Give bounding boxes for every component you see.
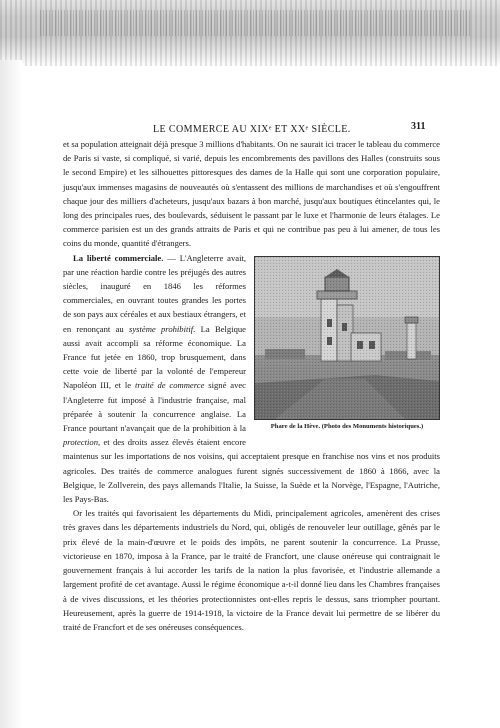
figure-caption: Phare de la Hève. (Photo des Monuments historiques.) [270,422,424,430]
lighthouse-illustration [255,257,439,419]
running-head: LE COMMERCE AU XIXᵉ ET XXᵉ SIÈCLE. [153,124,351,135]
paragraph-1: et sa population atteignait déjà presque 3 millions d'habitants. On ne saurait ici tracer le tableau du commerce de Paris si vaste, si compliqué, si varié, depuis les encombrements des pavillons des Halles (construits sous le second Empire) et les silhouettes pittoresques des dames de la Halle qui sont une corporation populaire, jusqu'aux immenses magasins de nouveautés où s'entassent des millions de marchandises et où s'engouffrent chaque jour des milliers d'acheteurs, jusqu'aux bazars à bon marché, jusqu'aux boutiques étincelantes qui, le long des principales rues, des boulevards, séduisent le passant par le luxe et l'harmonie de leurs étalages. Le commerce parisien est un des grands attraits de Paris et qui ne contribue pas peu à lui amener, de tous les coins du monde, quantité d'étrangers. [63,139,440,249]
page-gutter-shadow [0,60,22,728]
emphasis-systeme-prohibitif: système prohibitif [128,323,194,334]
emphasis-protection: protection [63,437,99,448]
paragraph-2-text-a: — L'Angleterre avait, par une réaction hardie contre les préjugés des autres siècles, inauguré en 1846 les réformes commerciales, en ouvrant toutes grandes les portes de son pays aux céréales et aux bestiaux étrangers, et en renonçant au [63,252,246,334]
paragraph-2-text-c: signé avec l'Angleterre fut imposé à l'industrie française, mal préparée à soutenir la concurrence anglaise. La France pourtant n'avançait que de la prohibition à la [63,380,246,434]
paragraph-2-text-d: , et des droits assez élevés étaient encore maintenus sur les importations de nos voisins, qui acceptaient presque en franchise nos vins et nos produits agricoles. Des traités de commerce analogues furent signés successivement de 1860 à 1866, avec la Belgique, le Zollverein, des pays allemands l'Italie, la Suisse, la Suède et la Norvège, l'Espagne, l'Autriche, les Pays-Bas. [63,437,440,505]
body-text [63,137,440,634]
emphasis-traite-de-commerce: traité de commerce [134,380,205,391]
figure [254,256,440,432]
lighthouse-photo [254,256,440,420]
paragraph-3: Or les traités qui favorisaient les départements du Midi, principalement agricoles, amenèrent des crises très graves dans les départements industriels du Nord, qui, obligés de renouveler leur outillage, gênés par le prix élevé de la main-d'œuvre et le poids des impôts, ne parent soutenir la concurrence. La Prusse, victorieuse en 1870, imposa à la France, par le traité de Francfort, une clause onéreuse qui contraignait le gouvernement français à lui accorder les tarifs de la nation la plus favorisée, et l'industrie allemande a largement profité de cet avantage. Aussi le régime économique a-t-il donné lieu dans les Chambres françaises à de vives discussions, et les théories protectionnistes ont-elles repris le dessus, sans triompher pourtant. Heureusement, après la guerre de 1914-1918, la victoire de la France devait lui permettre de se libérer du traité de Francfort et de ses onéreuses conséquences. [63,508,440,632]
section-subhead: La liberté commerciale. [73,252,164,263]
paragraph-2-text-b: . La Belgique aussi avait accompli sa réforme économique. La France fut jetée en 1860, trop brusquement, dans cette voie de liberté par la volonté de l'empereur Napoléon III, et le [63,323,246,391]
scan-noise [40,10,470,36]
page-number: 311 [411,121,426,132]
